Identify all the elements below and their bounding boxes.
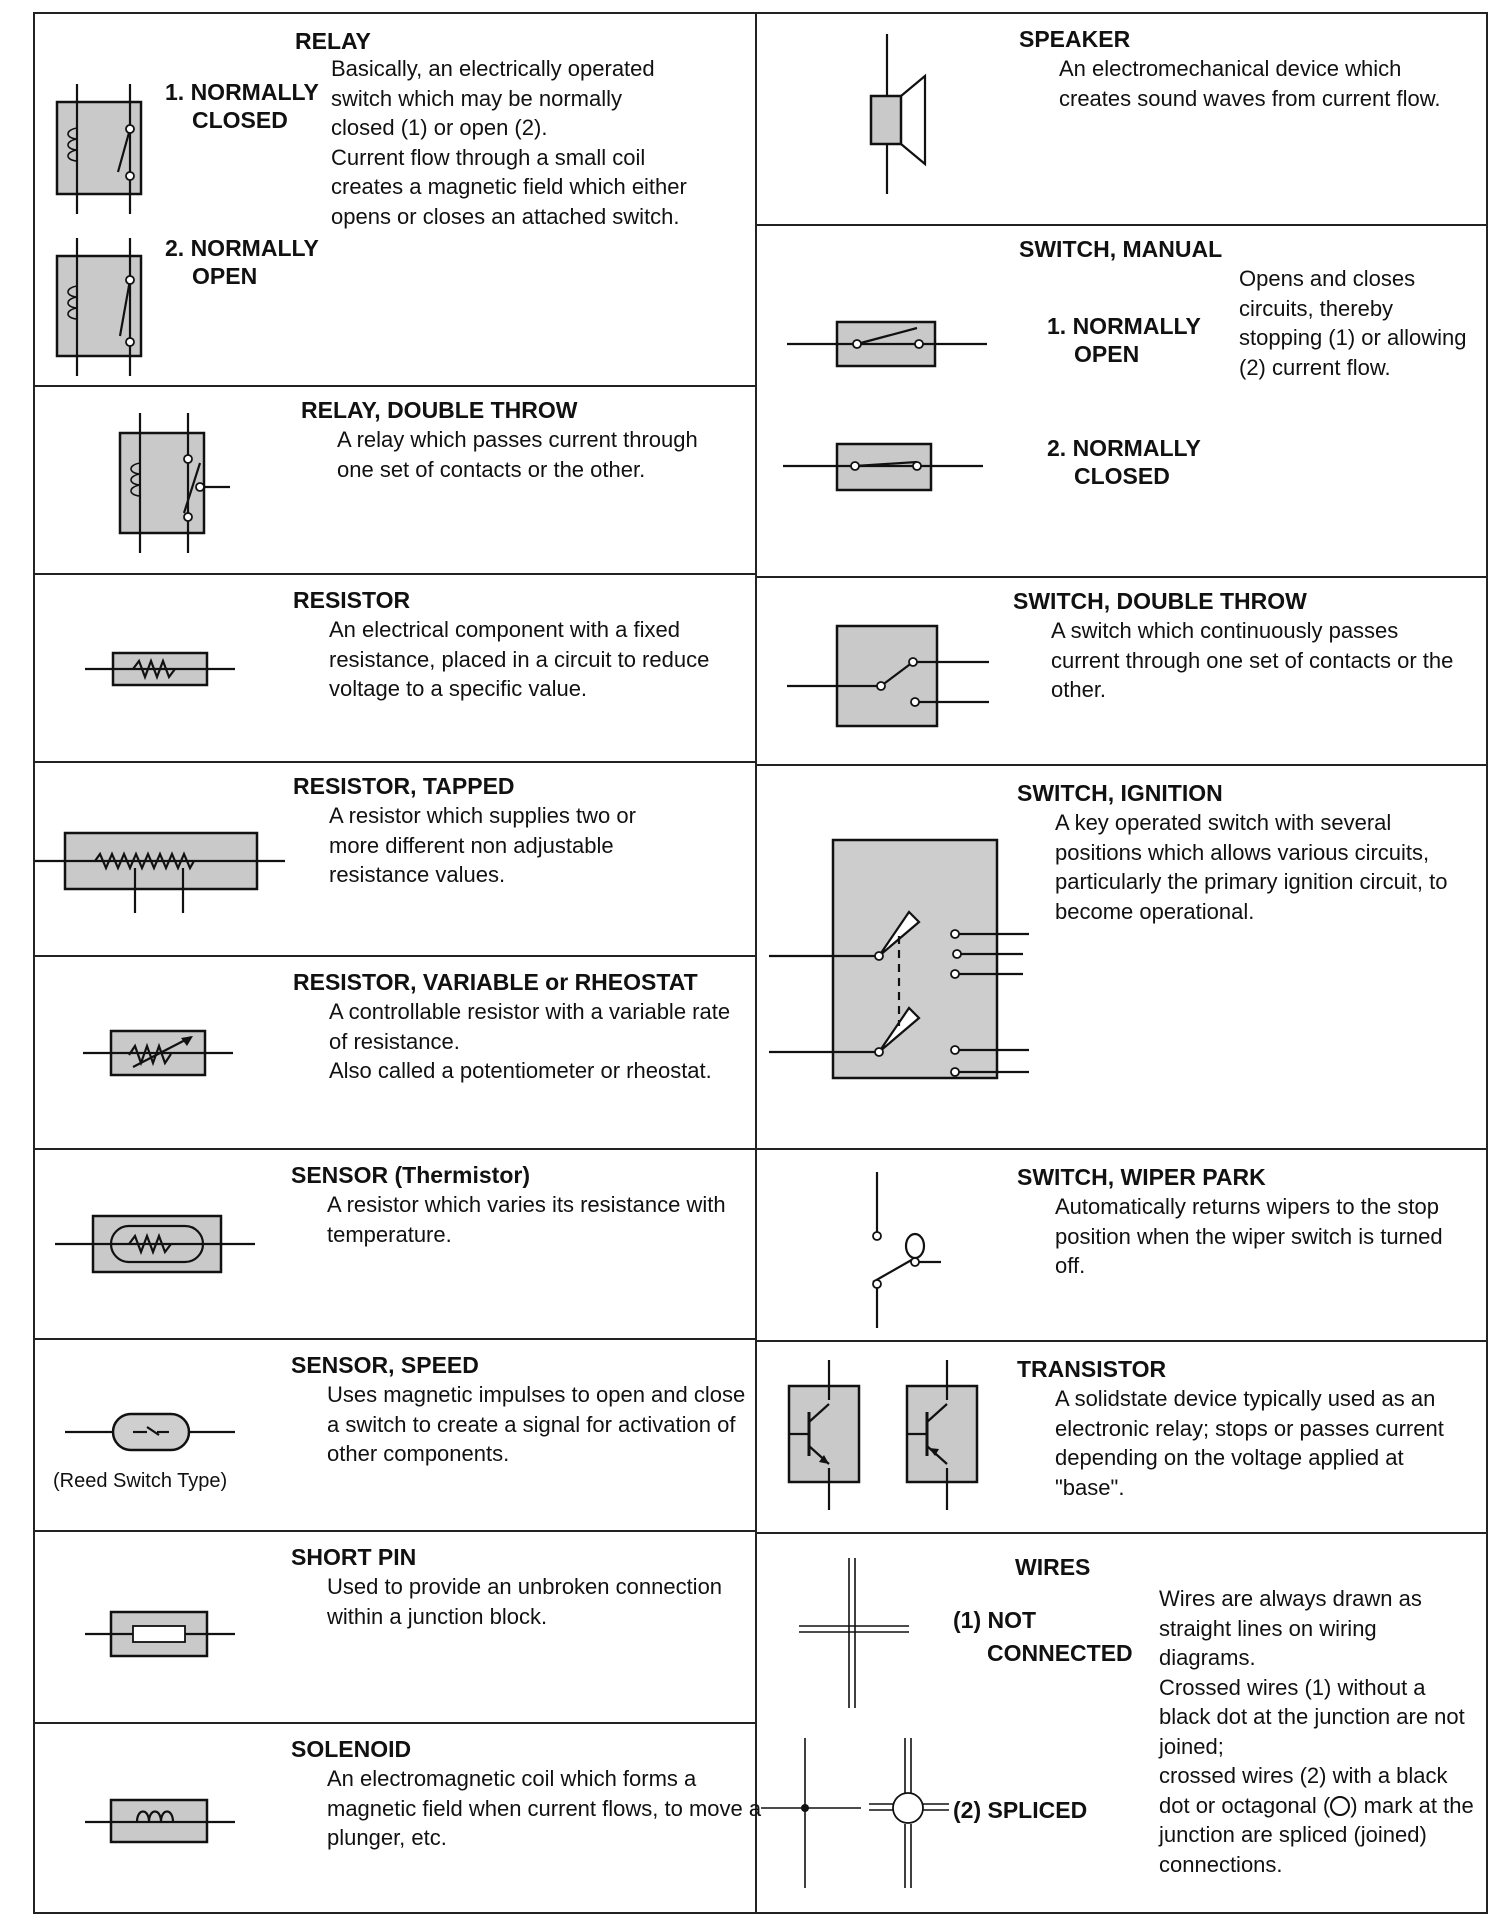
switch-wiper-park-description: Automatically returns wipers to the stop position when the wiper switch is turned off.	[1055, 1194, 1443, 1278]
wires-cell	[757, 1534, 1486, 1912]
wires-not-connected-symbol	[799, 1558, 909, 1708]
short-pin-description: Used to provide an unbroken connection within a junction block.	[327, 1574, 723, 1629]
relay-title: RELAY	[295, 28, 371, 54]
resistor-title: RESISTOR	[293, 587, 411, 613]
switch-manual-normally-open-symbol	[787, 310, 987, 380]
wires-title: WIRES	[1015, 1554, 1091, 1580]
resistor-tapped-symbol	[35, 813, 285, 923]
sensor-speed-symbol	[65, 1402, 235, 1462]
sensor-speed-title: SENSOR, SPEED	[291, 1352, 479, 1378]
relay-cell	[35, 14, 755, 387]
transistor-title: TRANSISTOR	[1017, 1356, 1167, 1382]
relay-normally-open-symbol	[45, 228, 155, 378]
sensor-thermistor-description: A resistor which varies its resistance with temperature.	[327, 1192, 726, 1247]
sensor-speed-caption: (Reed Switch Type)	[53, 1470, 228, 1492]
resistor-variable-title: RESISTOR, VARIABLE or RHEOSTAT	[293, 969, 698, 995]
sensor-thermistor-symbol	[55, 1206, 255, 1286]
transistor-symbol-pnp	[897, 1360, 987, 1510]
speaker-cell	[757, 14, 1486, 226]
resistor-tapped-title: RESISTOR, TAPPED	[293, 773, 515, 799]
relay-description: Basically, an electrically operated switch which may be normally closed (1) or open (2). Current flow through a small coil creates a magnetic field which either opens or closes an attached switch.	[331, 56, 687, 229]
switch-manual-sub-normally-closed: 2. NORMALLY CLOSED	[1047, 435, 1201, 489]
short-pin-symbol	[85, 1598, 235, 1668]
solenoid-symbol	[85, 1784, 235, 1854]
switch-double-throw-cell	[757, 578, 1486, 766]
relay-double-throw-description: A relay which passes current through one set of contacts or the other.	[337, 427, 698, 482]
switch-manual-title: SWITCH, MANUAL	[1019, 236, 1223, 262]
short-pin-cell	[35, 1532, 755, 1724]
transistor-cell	[757, 1342, 1486, 1534]
switch-double-throw-title: SWITCH, DOUBLE THROW	[1013, 588, 1307, 614]
relay-double-throw-symbol	[100, 405, 250, 565]
speaker-title: SPEAKER	[1019, 26, 1131, 52]
sensor-thermistor-cell	[35, 1150, 755, 1340]
octagon-icon	[1330, 1796, 1350, 1816]
switch-manual-sub-normally-open: 1. NORMALLY OPEN	[1047, 313, 1201, 367]
resistor-variable-description: A controllable resistor with a variable rate of resistance. Also called a potentiometer or rheostat.	[329, 999, 731, 1083]
transistor-description: A solidstate device typically used as an electronic relay; stops or passes current depending on the voltage applied at "base".	[1055, 1386, 1444, 1500]
switch-wiper-park-symbol	[837, 1164, 957, 1334]
switch-ignition-description: A key operated switch with several positions which allows various circuits, particularly the primary ignition circuit, to become operational.	[1055, 810, 1448, 924]
relay-double-throw-cell	[35, 387, 755, 575]
switch-double-throw-description: A switch which continuously passes current through one set of contacts or the other.	[1051, 618, 1454, 702]
resistor-tapped-cell	[35, 763, 755, 957]
solenoid-title: SOLENOID	[291, 1736, 412, 1762]
wires-description: Wires are always drawn as straight lines on wiring diagrams. Crossed wires (1) without a black dot at the junction are not joined; crossed wires (2) with a black dot or octagonal ( ) mark at the junction are spliced (joined) connections.	[1159, 1586, 1474, 1877]
wires-sub-spliced: (2) SPLICED	[953, 1797, 1088, 1823]
relay-sub-normally-open: 2. NORMALLY OPEN	[165, 235, 319, 289]
switch-double-throw-symbol	[787, 618, 1007, 738]
sensor-speed-cell	[35, 1340, 755, 1532]
wires-sub-not-connected: (1) NOT CONNECTED	[953, 1607, 1133, 1666]
sensor-thermistor-title: SENSOR (Thermistor)	[291, 1162, 530, 1188]
switch-wiper-park-cell	[757, 1150, 1486, 1342]
switch-manual-normally-closed-symbol	[783, 432, 983, 502]
switch-ignition-cell	[757, 766, 1486, 1150]
switch-manual-cell	[757, 226, 1486, 578]
wires-spliced-symbol	[761, 1738, 951, 1888]
relay-sub-normally-closed: 1. NORMALLY CLOSED	[165, 79, 319, 133]
resistor-variable-symbol	[83, 1015, 233, 1095]
relay-double-throw-title: RELAY, DOUBLE THROW	[301, 397, 578, 423]
sensor-speed-description: Uses magnetic impulses to open and close a switch to create a signal for activation of other components.	[327, 1382, 746, 1466]
speaker-symbol	[857, 34, 977, 194]
resistor-symbol	[85, 635, 235, 705]
switch-ignition-title: SWITCH, IGNITION	[1017, 780, 1223, 806]
resistor-cell	[35, 575, 755, 763]
resistor-tapped-description: A resistor which supplies two or more different non adjustable resistance values.	[329, 803, 636, 887]
solenoid-description: An electromagnetic coil which forms a magnetic field when current flows, to move a plunger, etc.	[327, 1766, 762, 1850]
switch-ignition-symbol	[769, 826, 1029, 1096]
switch-wiper-park-title: SWITCH, WIPER PARK	[1017, 1164, 1266, 1190]
resistor-description: An electrical component with a fixed resistance, placed in a circuit to reduce voltage to a specific value.	[329, 617, 710, 701]
resistor-variable-cell	[35, 957, 755, 1150]
solenoid-cell	[35, 1724, 762, 1912]
switch-manual-description: Opens and closes circuits, thereby stopping (1) or allowing (2) current flow.	[1239, 266, 1467, 380]
speaker-description: An electromechanical device which creates sound waves from current flow.	[1059, 56, 1441, 111]
relay-normally-closed-symbol	[45, 74, 155, 224]
short-pin-title: SHORT PIN	[291, 1544, 417, 1570]
transistor-symbol-npn	[779, 1360, 869, 1510]
